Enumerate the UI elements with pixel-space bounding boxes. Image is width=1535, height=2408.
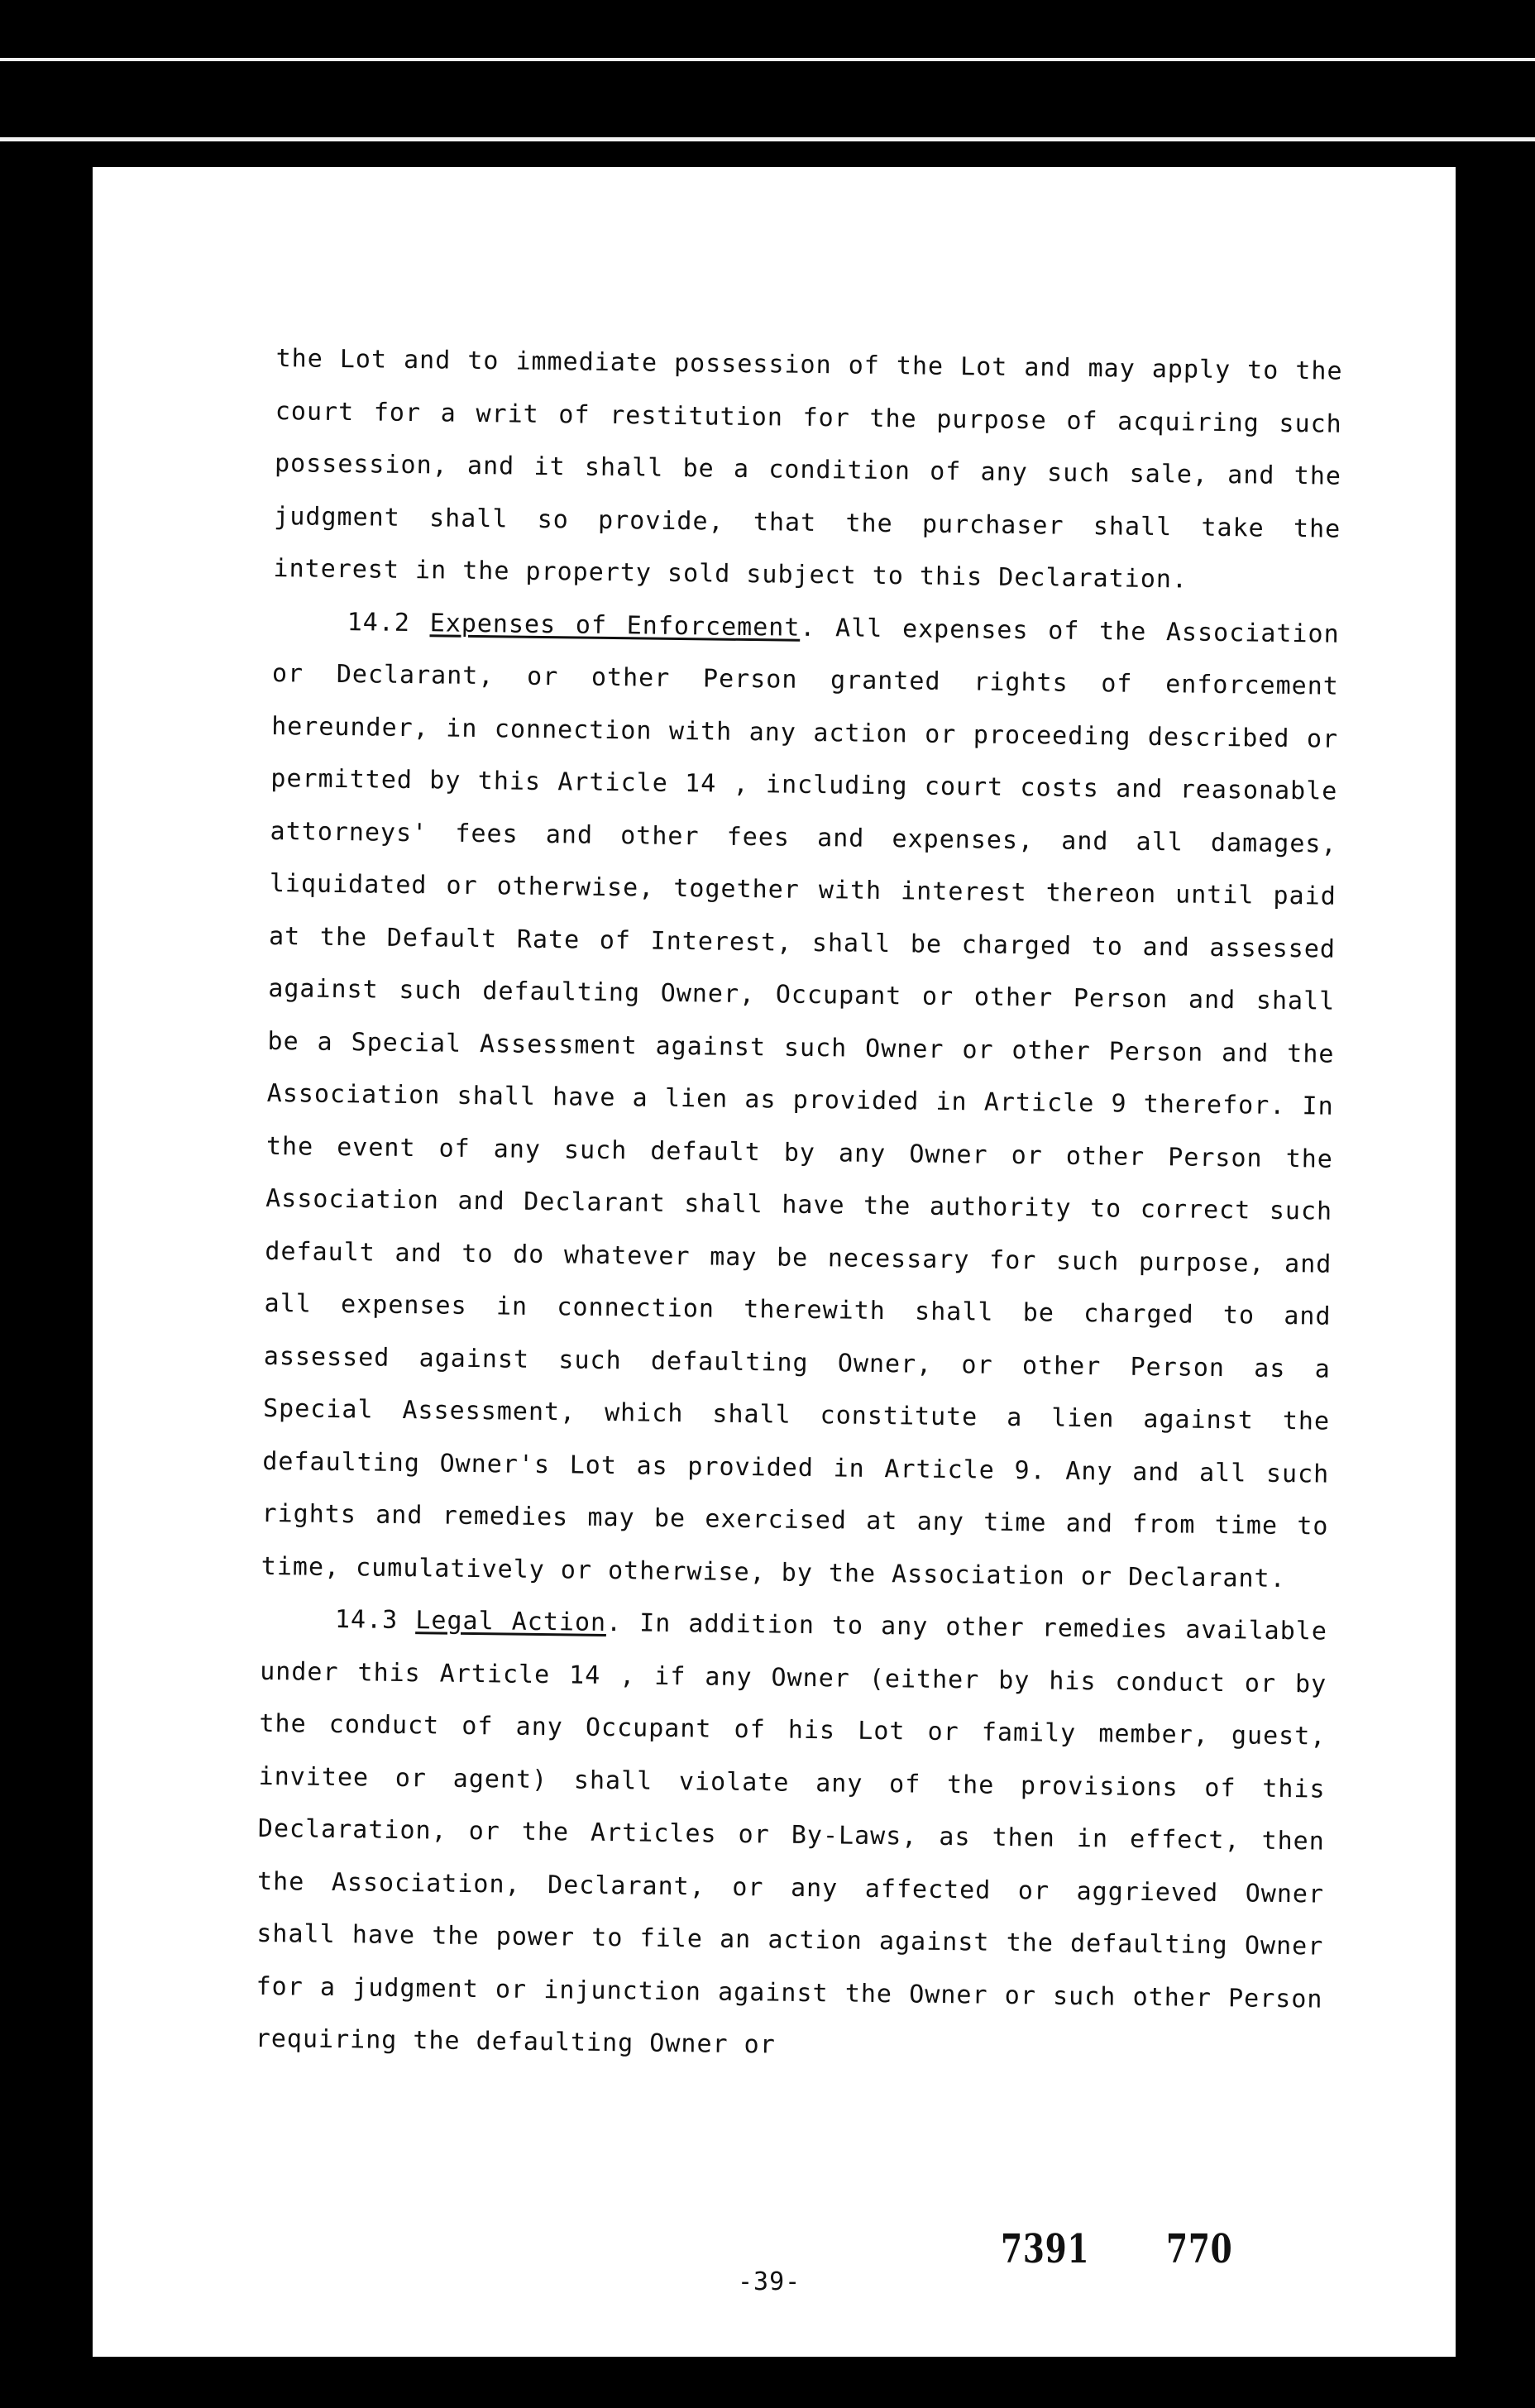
document-body [255,332,1343,2078]
scanner-edge-line-bottom [0,137,1535,141]
section-body: . All expenses of the Association or Declarant, or other Person granted rights of enforcement hereunder, in connection with any action or proceeding described or permitted by this Article 14 , including court costs and reasonable attorneys' fees and other fees and expenses, and all damages, liquidated or otherwise, together with interest thereon until paid at the Default Rate of Interest, shall be charged to and assessed against such defaulting Owner, Occupant or other Person and shall be a Special Assessment against such Owner or other Person and the Association shall have a lien as provided in Article 9 therefor. In the event of any such default by any Owner or other Person the Association and Declarant shall have the authority to correct such default and to do whatever may be necessary for such purpose, and all expenses in connection therewith shall be charged to and assessed against such defaulting Owner, or other Person as a Special Assessment, which shall constitute a lien against the defaulting Owner's Lot as provided in Article 9. Any and all such rights and remedies may be exercised at any time and from time to time, cumulatively or otherwise, by the Association or Declarant. [261,613,1340,1593]
section-heading: Legal Action [415,1606,607,1637]
paragraph-continuation: the Lot and to immediate possession of the Lot and may apply to the court for a writ of restitution for the purpose of acquiring such possession, and it shall be a condition of any such sale, and the judgment shall so provide, that the purchaser shall take the interest in the property sold subject to this Declaration. [273,343,1343,595]
document-page [93,167,1456,2357]
section-heading: Expenses of Enforcement [429,608,801,643]
section-number: 14.2 [347,607,411,638]
section-body: . In addition to any other remedies available under this Article 14 , if any Owner (either by his conduct or by the conduct of any Occupant of his Lot or family member, guest, invitee or agent) shall violate any of the provisions of this Declaration, or the Articles or By-Laws, as then in effect, then the Association, Declarant, or any affected or aggrieved Owner shall have the power to file an action against the defaulting Owner for a judgment or injunction against the Owner or such other Person requiring the defaulting Owner or [255,1608,1328,2060]
recording-book-number: 7391 [1001,2226,1090,2272]
section-14-3 [255,1593,1327,2078]
section-14-2 [261,595,1340,1605]
page-number: -39- [738,2267,801,2296]
section-number: 14.3 [334,1604,399,1635]
recording-page-number: 770 [1166,2226,1233,2272]
scanner-edge-line-top [0,58,1535,61]
